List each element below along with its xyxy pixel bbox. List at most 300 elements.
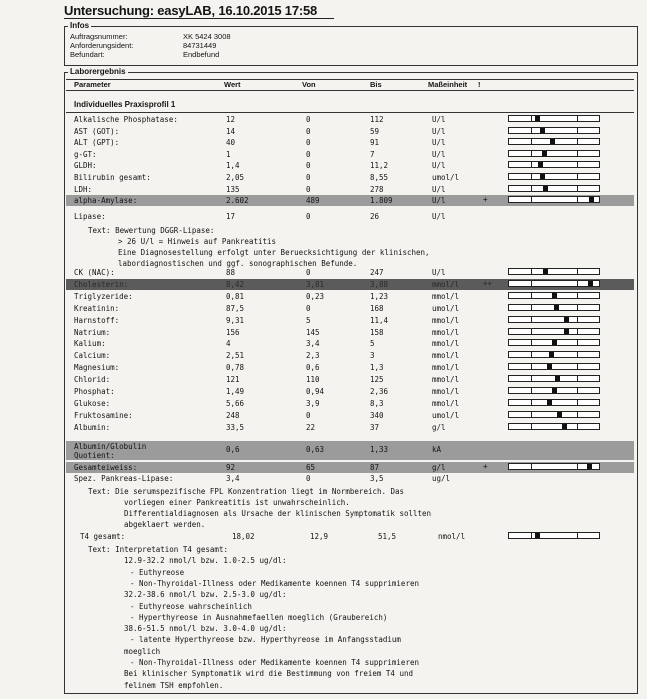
param-von: 0,6	[306, 363, 320, 373]
param-wert: 87,5	[226, 303, 245, 313]
t4-text-line: - Non-Thyroidal-Illness oder Medikamente koennen T4 supprimieren	[130, 578, 419, 588]
range-bar	[508, 185, 600, 192]
param-bis: 37	[370, 422, 380, 432]
range-bar	[508, 173, 600, 180]
table-row	[66, 160, 634, 171]
range-marker-high	[577, 328, 578, 335]
range-marker-low	[531, 532, 532, 539]
value-marker	[588, 281, 593, 286]
param-von: 0,94	[306, 387, 325, 396]
param-name: Albumin:	[74, 422, 111, 432]
t4-text-line: 12.9-32.2 nmol/l bzw. 1.0-2.5 ug/dl:	[124, 556, 287, 566]
value-marker	[552, 293, 557, 298]
param-bis: 8,55	[370, 173, 389, 182]
table-row	[66, 291, 634, 302]
range-bar	[508, 115, 600, 122]
profile-title: Individuelles Praxisprofil 1	[74, 100, 176, 109]
param-von: 145	[306, 327, 320, 337]
param-bis: 26	[370, 212, 380, 221]
range-bar	[508, 150, 600, 157]
table-header	[66, 79, 634, 91]
param-von: 5	[306, 315, 311, 325]
param-unit: U/l	[432, 196, 446, 206]
table-row	[66, 374, 634, 385]
title-underline	[64, 18, 334, 19]
param-wert: 135	[226, 184, 240, 194]
param-unit: U/l	[432, 115, 446, 124]
param-unit: U/l	[432, 268, 446, 277]
param-bis: 59	[370, 126, 380, 136]
param-bis: 91	[370, 138, 380, 148]
header-flag: !	[478, 80, 481, 89]
param-von: 0	[306, 149, 311, 159]
table-row	[66, 410, 634, 421]
param-unit: mmol/l	[432, 315, 460, 325]
range-bar	[508, 138, 600, 145]
range-marker-low	[531, 328, 532, 335]
t4-text-line: Text: Interpretation T4 gesamt:	[88, 545, 228, 554]
value-marker	[542, 151, 547, 156]
range-marker-high	[577, 150, 578, 157]
param-bis: 51,5	[378, 532, 397, 541]
range-marker-low	[531, 339, 532, 346]
param-unit: kA	[432, 445, 442, 454]
param-name: Spez. Pankreas-Lipase:	[74, 474, 174, 483]
range-bar	[508, 268, 600, 275]
param-name: Gesamteiweiss:	[74, 463, 138, 472]
range-marker-high	[577, 138, 578, 145]
range-marker-low	[531, 268, 532, 275]
param-unit: umol/l	[432, 410, 460, 420]
range-bar	[508, 328, 600, 335]
param-unit: nmol/l	[438, 532, 466, 541]
param-name: Albumin/Globulin	[74, 442, 147, 451]
lipase-text-2: Eine Diagnosestellung erfolgt unter Beruecksichtigung der klinischen,	[118, 248, 430, 257]
param-von: 0	[306, 212, 311, 221]
param-unit: g/l	[432, 463, 446, 472]
param-bis: 3,88	[370, 279, 389, 289]
range-marker-high	[577, 268, 578, 275]
param-name: AST (GOT):	[74, 126, 120, 136]
param-bis: 112	[370, 115, 384, 124]
spez-text-2: Differentialdiagnosen als Ursache der klinischen Symptomatik sollten	[124, 509, 432, 518]
param-bis: 11,4	[370, 315, 389, 325]
range-bar	[508, 532, 600, 539]
header-wert: Wert	[224, 80, 241, 89]
table-row	[66, 386, 634, 397]
spez-text-1: vorliegen einer Pankreatitis ist unwahrscheinlich.	[124, 498, 350, 507]
param-wert: 14	[226, 126, 236, 136]
param-bis: 5	[370, 339, 375, 349]
param-name: T4 gesamt:	[80, 532, 126, 541]
param-von: 12,9	[310, 532, 329, 541]
range-marker-high	[577, 173, 578, 180]
range-marker-low	[531, 423, 532, 430]
param-flag: +	[483, 462, 488, 471]
param-von: 0	[306, 115, 311, 124]
range-bar	[508, 316, 600, 323]
t4-text-line: Bei klinischer Symptomatik wird die Bestimmung von freiem T4 und	[124, 669, 413, 679]
param-bis: 158	[370, 327, 384, 337]
infos-label: Infos	[70, 21, 90, 30]
param-bis: 8,3	[370, 398, 384, 408]
param-wert: 0,81	[226, 291, 245, 301]
range-bar	[508, 280, 600, 287]
param-flag: +	[483, 195, 488, 205]
param-name: Fruktosamine:	[74, 410, 133, 420]
param-name: Lipase:	[74, 212, 106, 221]
range-marker-low	[531, 351, 532, 358]
param-wert: 156	[226, 327, 240, 337]
range-marker-high	[577, 532, 578, 539]
param-unit: U/l	[432, 161, 446, 171]
param-name: Glukose:	[74, 398, 111, 408]
value-marker	[543, 269, 548, 274]
range-bar	[508, 351, 600, 358]
range-marker-low	[531, 316, 532, 323]
param-von: 3,9	[306, 398, 320, 408]
param-unit: mmol/l	[432, 375, 460, 385]
param-name: Kalium:	[74, 339, 106, 349]
param-name: Calcium:	[74, 351, 111, 361]
range-marker-high	[577, 423, 578, 430]
info-value: Endbefund	[183, 50, 220, 59]
range-marker-high	[577, 363, 578, 370]
table-row	[66, 279, 634, 290]
range-marker-high	[577, 161, 578, 168]
range-bar	[508, 399, 600, 406]
spez-text-0: Text: Die serumspezifische FPL Konzentration liegt im Normbereich. Das	[88, 487, 405, 496]
range-bar	[508, 411, 600, 418]
range-marker-low	[531, 399, 532, 406]
value-marker	[543, 186, 548, 191]
range-marker-low	[531, 411, 532, 418]
param-von: 0	[306, 184, 311, 194]
table-row-lipase	[66, 211, 634, 222]
header-von: Von	[302, 80, 316, 89]
param-unit: U/l	[432, 149, 446, 159]
range-bar	[508, 339, 600, 346]
range-bar	[508, 387, 600, 394]
value-marker	[589, 197, 594, 202]
range-marker-high	[577, 463, 578, 470]
param-name: GLDH:	[74, 161, 97, 171]
table-row	[66, 327, 634, 338]
param-von: 110	[306, 375, 320, 385]
range-marker-low	[531, 387, 532, 394]
table-row	[66, 172, 634, 183]
range-bar	[508, 161, 600, 168]
param-bis: 1,23	[370, 291, 389, 301]
header-einheit: Maßeinheit	[428, 80, 468, 89]
param-bis: 247	[370, 268, 384, 277]
t4-text-line: moeglich	[124, 646, 161, 656]
table-row	[66, 338, 634, 349]
param-von: 0	[306, 126, 311, 136]
t4-text-line: - latente Hyperthyreose bzw. Hyperthyreose im Anfangsstadium	[130, 635, 401, 645]
range-marker-low	[531, 115, 532, 122]
param-bis: 2,36	[370, 387, 389, 396]
info-value: 84731449	[183, 41, 217, 50]
param-bis: 87	[370, 463, 380, 472]
page-title: Untersuchung: easyLAB, 16.10.2015 17:58	[64, 3, 318, 18]
param-wert: 0,6	[226, 445, 240, 454]
param-wert: 9,31	[226, 315, 245, 325]
table-row	[66, 398, 634, 409]
table-row-albumin-globulin	[66, 441, 634, 460]
param-unit: U/l	[432, 126, 446, 136]
range-marker-high	[577, 127, 578, 134]
table-row	[66, 184, 634, 195]
param-name: Natrium:	[74, 327, 111, 337]
param-wert: 2.602	[226, 196, 249, 206]
t4-text-line: 32.2-38.6 nmol/l bzw. 2.5-3.0 ug/dl:	[124, 590, 287, 600]
range-marker-high	[577, 115, 578, 122]
param-wert: 0,78	[226, 363, 245, 373]
param-von: 0	[306, 173, 311, 182]
param-name: Cholesterin:	[74, 279, 129, 289]
param-wert: 2,05	[226, 173, 245, 182]
param-von: 0	[306, 474, 311, 483]
param-name: g-GT:	[74, 149, 97, 159]
param-name: Harnstoff:	[74, 315, 120, 325]
param-unit: U/l	[432, 212, 446, 221]
param-unit: U/l	[432, 184, 446, 194]
param-bis: 3,5	[370, 474, 384, 483]
param-unit: U/l	[432, 138, 446, 148]
range-marker-low	[531, 363, 532, 370]
header-bis: Bis	[370, 80, 382, 89]
info-key: Befundart:	[70, 50, 105, 59]
value-marker	[535, 116, 540, 121]
param-von: 3,81	[306, 279, 325, 289]
info-key: Auftragsnummer:	[70, 32, 128, 41]
profile-divider	[66, 112, 634, 113]
value-marker	[562, 424, 567, 429]
t4-text-line: - Hyperthyreose in Ausnahmefaellen moeglich (Graubereich)	[130, 612, 388, 622]
param-wert: 4	[226, 339, 231, 349]
param-name: Kreatinin:	[74, 303, 120, 313]
param-name: Phosphat:	[74, 387, 115, 396]
param-name: LDH:	[74, 184, 93, 194]
spez-text-3: abgeklaert werden.	[124, 520, 206, 529]
info-key: Anforderungsident:	[70, 41, 134, 50]
param-wert: 17	[226, 212, 236, 221]
param-wert: 18,02	[232, 532, 255, 541]
lipase-text-0: Text: Bewertung DGGR-Lipase:	[88, 226, 215, 235]
lipase-text-3: labordiagnostischen und ggf. sonographischen Befunde.	[118, 259, 358, 268]
table-row	[66, 267, 634, 278]
range-marker-low	[531, 196, 532, 203]
table-row	[66, 315, 634, 326]
value-marker	[547, 364, 552, 369]
param-von: 489	[306, 196, 320, 206]
param-von: 0	[306, 303, 311, 313]
param-bis: 3	[370, 351, 375, 361]
laborergebnis-label: Laborergebnis	[70, 67, 126, 76]
param-bis: 168	[370, 303, 384, 313]
range-marker-low	[531, 304, 532, 311]
value-marker	[557, 412, 562, 417]
param-wert: 2,51	[226, 351, 245, 361]
t4-text-line: felinem TSH empfohlen.	[124, 680, 224, 690]
range-marker-low	[531, 150, 532, 157]
table-row	[66, 303, 634, 314]
param-von: 0,63	[306, 445, 325, 454]
param-wert: 5,66	[226, 398, 245, 408]
t4-text-line: 38.6-51.5 nmol/l bzw. 3.0-4.0 ug/dl:	[124, 624, 287, 634]
value-marker	[550, 139, 555, 144]
table-row	[66, 126, 634, 137]
param-name: CK (NAC):	[74, 268, 115, 277]
value-marker	[535, 533, 540, 538]
param-wert: 88	[226, 268, 236, 277]
t4-text-line: - Euthyreose wahrscheinlich	[130, 601, 252, 611]
param-wert: 1	[226, 149, 231, 159]
param-bis: 340	[370, 410, 384, 420]
param-unit: mmol/l	[432, 291, 460, 301]
range-marker-low	[531, 185, 532, 192]
table-row	[66, 114, 634, 125]
table-row	[66, 195, 634, 206]
param-unit: mmol/l	[432, 363, 460, 373]
range-marker-low	[531, 138, 532, 145]
param-bis: 1,3	[370, 363, 384, 373]
param-unit: mmol/l	[432, 339, 460, 349]
param-bis: 1.809	[370, 196, 393, 206]
param-bis: 125	[370, 375, 384, 385]
range-marker-low	[531, 127, 532, 134]
table-row-gesamteiweiss	[66, 462, 634, 473]
param-flag: ++	[483, 278, 493, 288]
value-marker	[554, 305, 559, 310]
range-marker-high	[577, 351, 578, 358]
param-wert: 1,49	[226, 387, 245, 396]
range-bar	[508, 363, 600, 370]
param-name: Chlorid:	[74, 375, 111, 385]
param-von: 0,23	[306, 291, 325, 301]
header-parameter: Parameter	[74, 80, 111, 89]
param-unit: ug/l	[432, 474, 451, 483]
range-marker-high	[577, 339, 578, 346]
table-row	[66, 362, 634, 373]
param-unit: mmol/l	[432, 279, 460, 289]
range-bar	[508, 463, 600, 470]
value-marker	[549, 352, 554, 357]
param-wert: 121	[226, 375, 240, 385]
table-row	[66, 149, 634, 160]
param-bis: 11,2	[370, 161, 389, 171]
range-marker-low	[531, 280, 532, 287]
param-von: 2,3	[306, 351, 320, 361]
param-von: 0	[306, 410, 311, 420]
value-marker	[552, 388, 557, 393]
value-marker	[540, 128, 545, 133]
value-marker	[552, 340, 557, 345]
param-unit: mmol/l	[432, 398, 460, 408]
param-wert: 248	[226, 410, 240, 420]
param-name: ALT (GPT):	[74, 138, 120, 148]
table-row	[66, 422, 634, 433]
range-marker-high	[577, 196, 578, 203]
range-marker-high	[577, 185, 578, 192]
range-marker-low	[531, 463, 532, 470]
range-bar	[508, 196, 600, 203]
range-bar	[508, 423, 600, 430]
range-marker-low	[531, 375, 532, 382]
t4-text-line: - Non-Thyroidal-Illness oder Medikamente koennen T4 supprimieren	[130, 658, 419, 667]
value-marker	[564, 317, 569, 322]
param-name: Bilirubin gesamt:	[74, 173, 151, 182]
value-marker	[540, 174, 545, 179]
param-name: Triglyzeride:	[74, 291, 133, 301]
param-von: 3,4	[306, 339, 320, 349]
range-bar	[508, 304, 600, 311]
param-unit: mmol/l	[432, 387, 460, 396]
range-marker-low	[531, 173, 532, 180]
t4-text-line: - Euthyreose	[130, 567, 185, 577]
table-row-t4-gesamt	[66, 531, 634, 542]
table-row	[66, 350, 634, 361]
param-name: alpha-Amylase:	[74, 196, 138, 206]
param-unit: umol/l	[432, 173, 460, 182]
range-bar	[508, 127, 600, 134]
param-name: Magnesium:	[74, 363, 120, 373]
param-unit: mmol/l	[432, 351, 460, 361]
param-unit: umol/l	[432, 303, 460, 313]
param-bis: 7	[370, 149, 375, 159]
param-wert: 92	[226, 463, 236, 472]
table-row	[66, 137, 634, 148]
param-von: 0	[306, 161, 311, 171]
param-bis: 278	[370, 184, 384, 194]
range-marker-low	[531, 161, 532, 168]
range-bar	[508, 375, 600, 382]
param-unit: g/l	[432, 422, 446, 432]
table-row-spez-pankreas-lipase	[66, 473, 634, 484]
param-wert: 33,5	[226, 422, 245, 432]
info-value: XK 5424 3008	[183, 32, 231, 41]
param-von: 0	[306, 138, 311, 148]
range-marker-high	[577, 399, 578, 406]
range-marker-high	[577, 375, 578, 382]
value-marker	[564, 329, 569, 334]
param-unit: mmol/l	[432, 327, 460, 337]
param-bis: 1,33	[370, 445, 389, 454]
range-bar	[508, 292, 600, 299]
range-marker-high	[577, 292, 578, 299]
param-wert: 12	[226, 115, 236, 124]
value-marker	[587, 464, 592, 469]
param-wert: 1,4	[226, 161, 240, 171]
range-marker-high	[577, 316, 578, 323]
value-marker	[555, 376, 560, 381]
value-marker	[538, 162, 543, 167]
param-name-2: Quotient:	[74, 451, 115, 460]
param-von: 65	[306, 463, 316, 472]
range-marker-low	[531, 292, 532, 299]
param-wert: 3,4	[226, 474, 240, 483]
range-marker-high	[577, 304, 578, 311]
param-von: 0	[306, 268, 311, 277]
param-von: 22	[306, 422, 316, 432]
param-wert: 40	[226, 138, 236, 148]
value-marker	[547, 400, 552, 405]
range-marker-high	[577, 387, 578, 394]
param-name: Alkalische Phosphatase:	[74, 115, 178, 124]
param-wert: 8,42	[226, 279, 245, 289]
range-marker-high	[577, 280, 578, 287]
